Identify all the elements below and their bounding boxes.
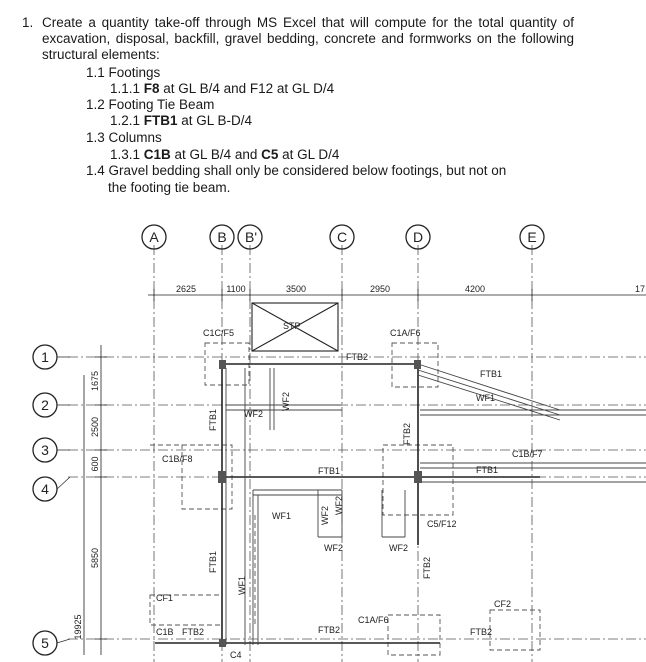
grid-col-label: D	[412, 229, 424, 245]
label-wf1-right: WF1	[476, 393, 495, 403]
grid-row-label: 1	[41, 349, 49, 365]
dim-left: 5850	[90, 547, 100, 569]
label-c5-f12: C5/F12	[427, 519, 457, 529]
dim-left: 2500	[90, 416, 100, 438]
subitem-1-1-1: 1.1.1 F8 at GL B/4 and F12 at GL D/4	[110, 81, 335, 96]
label-wf2-c2: WF2	[334, 496, 344, 515]
row-bubble-leaders	[57, 357, 70, 643]
subitem-1-4-line1: 1.4 Gravel bedding shall only be considered below footings, but not on	[86, 163, 507, 178]
dims-top	[176, 284, 645, 294]
label-ftb1-right2: FTB1	[476, 465, 499, 475]
grid-col-label: C	[336, 229, 348, 245]
element-labels	[156, 321, 543, 660]
grid-row-label: 3	[41, 442, 49, 458]
dim-top: 1100	[226, 284, 246, 294]
label-c1b-f7: C1B/F7	[512, 449, 543, 459]
label-wf2-vert: WF2	[281, 392, 291, 411]
subitem-1-3-1: 1.3.1 C1B at GL B/4 and C5 at GL D/4	[110, 147, 340, 162]
grid-row-bubbles	[33, 345, 57, 655]
dim-left: 1675	[90, 370, 100, 392]
item-1-number: 1.	[22, 15, 34, 30]
label-wf1-mid: WF1	[272, 511, 291, 521]
subitem-1-1: 1.1 Footings	[86, 65, 161, 80]
grid-row-label: 2	[41, 397, 49, 413]
floor-plan	[0, 215, 646, 662]
label-ftb1-vert: FTB1	[208, 408, 218, 431]
label-cf2: CF2	[494, 599, 512, 609]
columns	[218, 360, 422, 647]
label-c1b-f8: C1B/F8	[162, 454, 193, 464]
label-c1a-f6-top: C1A/F6	[390, 328, 421, 338]
grid-row-label: 4	[41, 481, 49, 497]
beams	[155, 364, 540, 645]
dim-top: 17	[634, 284, 646, 294]
subitem-1-2: 1.2 Footing Tie Beam	[86, 97, 215, 112]
subitem-1-4-line2: the footing tie beam.	[108, 180, 231, 195]
grid-col-labels	[149, 229, 536, 245]
grid-row-label: 5	[41, 635, 49, 651]
label-wf2-d: WF2	[389, 543, 408, 553]
label-ftb2-bm: FTB2	[318, 625, 341, 635]
subitem-1-3: 1.3 Columns	[86, 130, 162, 145]
label-c1a-f6-bot: C1A/F6	[358, 615, 389, 625]
label-ftb2-top: FTB2	[346, 352, 369, 362]
dims-left	[73, 371, 100, 640]
dim-top: 4200	[464, 284, 486, 294]
grid-lines	[68, 245, 646, 662]
dim-top: 2625	[175, 284, 197, 294]
label-wf2-b: WF2	[324, 543, 343, 553]
label-wf2-c1: WF2	[320, 506, 330, 525]
label-wf1-vert: WF1	[237, 576, 247, 595]
label-c4: C4	[230, 650, 242, 660]
label-c1c-f5: C1C/F5	[203, 328, 235, 338]
item-1	[24, 15, 574, 63]
label-ftb1-vert-low: FTB1	[208, 550, 218, 573]
label-ftb1-right: FTB1	[480, 369, 503, 379]
item-1-text: Create a quantity take-off through MS Excel that will compute for the total quantity of excavation, disposal, backfill, gravel bedding, concrete and formworks on the following structural elements:	[42, 15, 574, 62]
label-ftb1-mid: FTB1	[318, 466, 341, 476]
grid-col-label: A	[149, 229, 159, 245]
subitem-1-2-1: 1.2.1 FTB1 at GL B-D/4	[110, 113, 253, 128]
label-ftb2-vert-low: FTB2	[422, 556, 432, 579]
dim-top: 2950	[369, 284, 391, 294]
label-cf1: CF1	[156, 593, 174, 603]
label-ftb2-bl: FTB2	[182, 627, 205, 637]
label-ftb2-br: FTB2	[470, 627, 493, 637]
dim-left: 600	[90, 456, 100, 472]
grid-col-label: B	[217, 229, 227, 245]
grid-col-label: E	[527, 229, 537, 245]
label-ftb2-vert: FTB2	[402, 422, 412, 445]
label-c1b: C1B	[156, 627, 174, 637]
label-wf2-a: WF2	[244, 409, 263, 419]
grid-col-label: B'	[244, 229, 258, 245]
label-stp: STP	[283, 321, 301, 331]
dim-top: 3500	[285, 284, 307, 294]
dim-left: 19925	[73, 614, 83, 640]
